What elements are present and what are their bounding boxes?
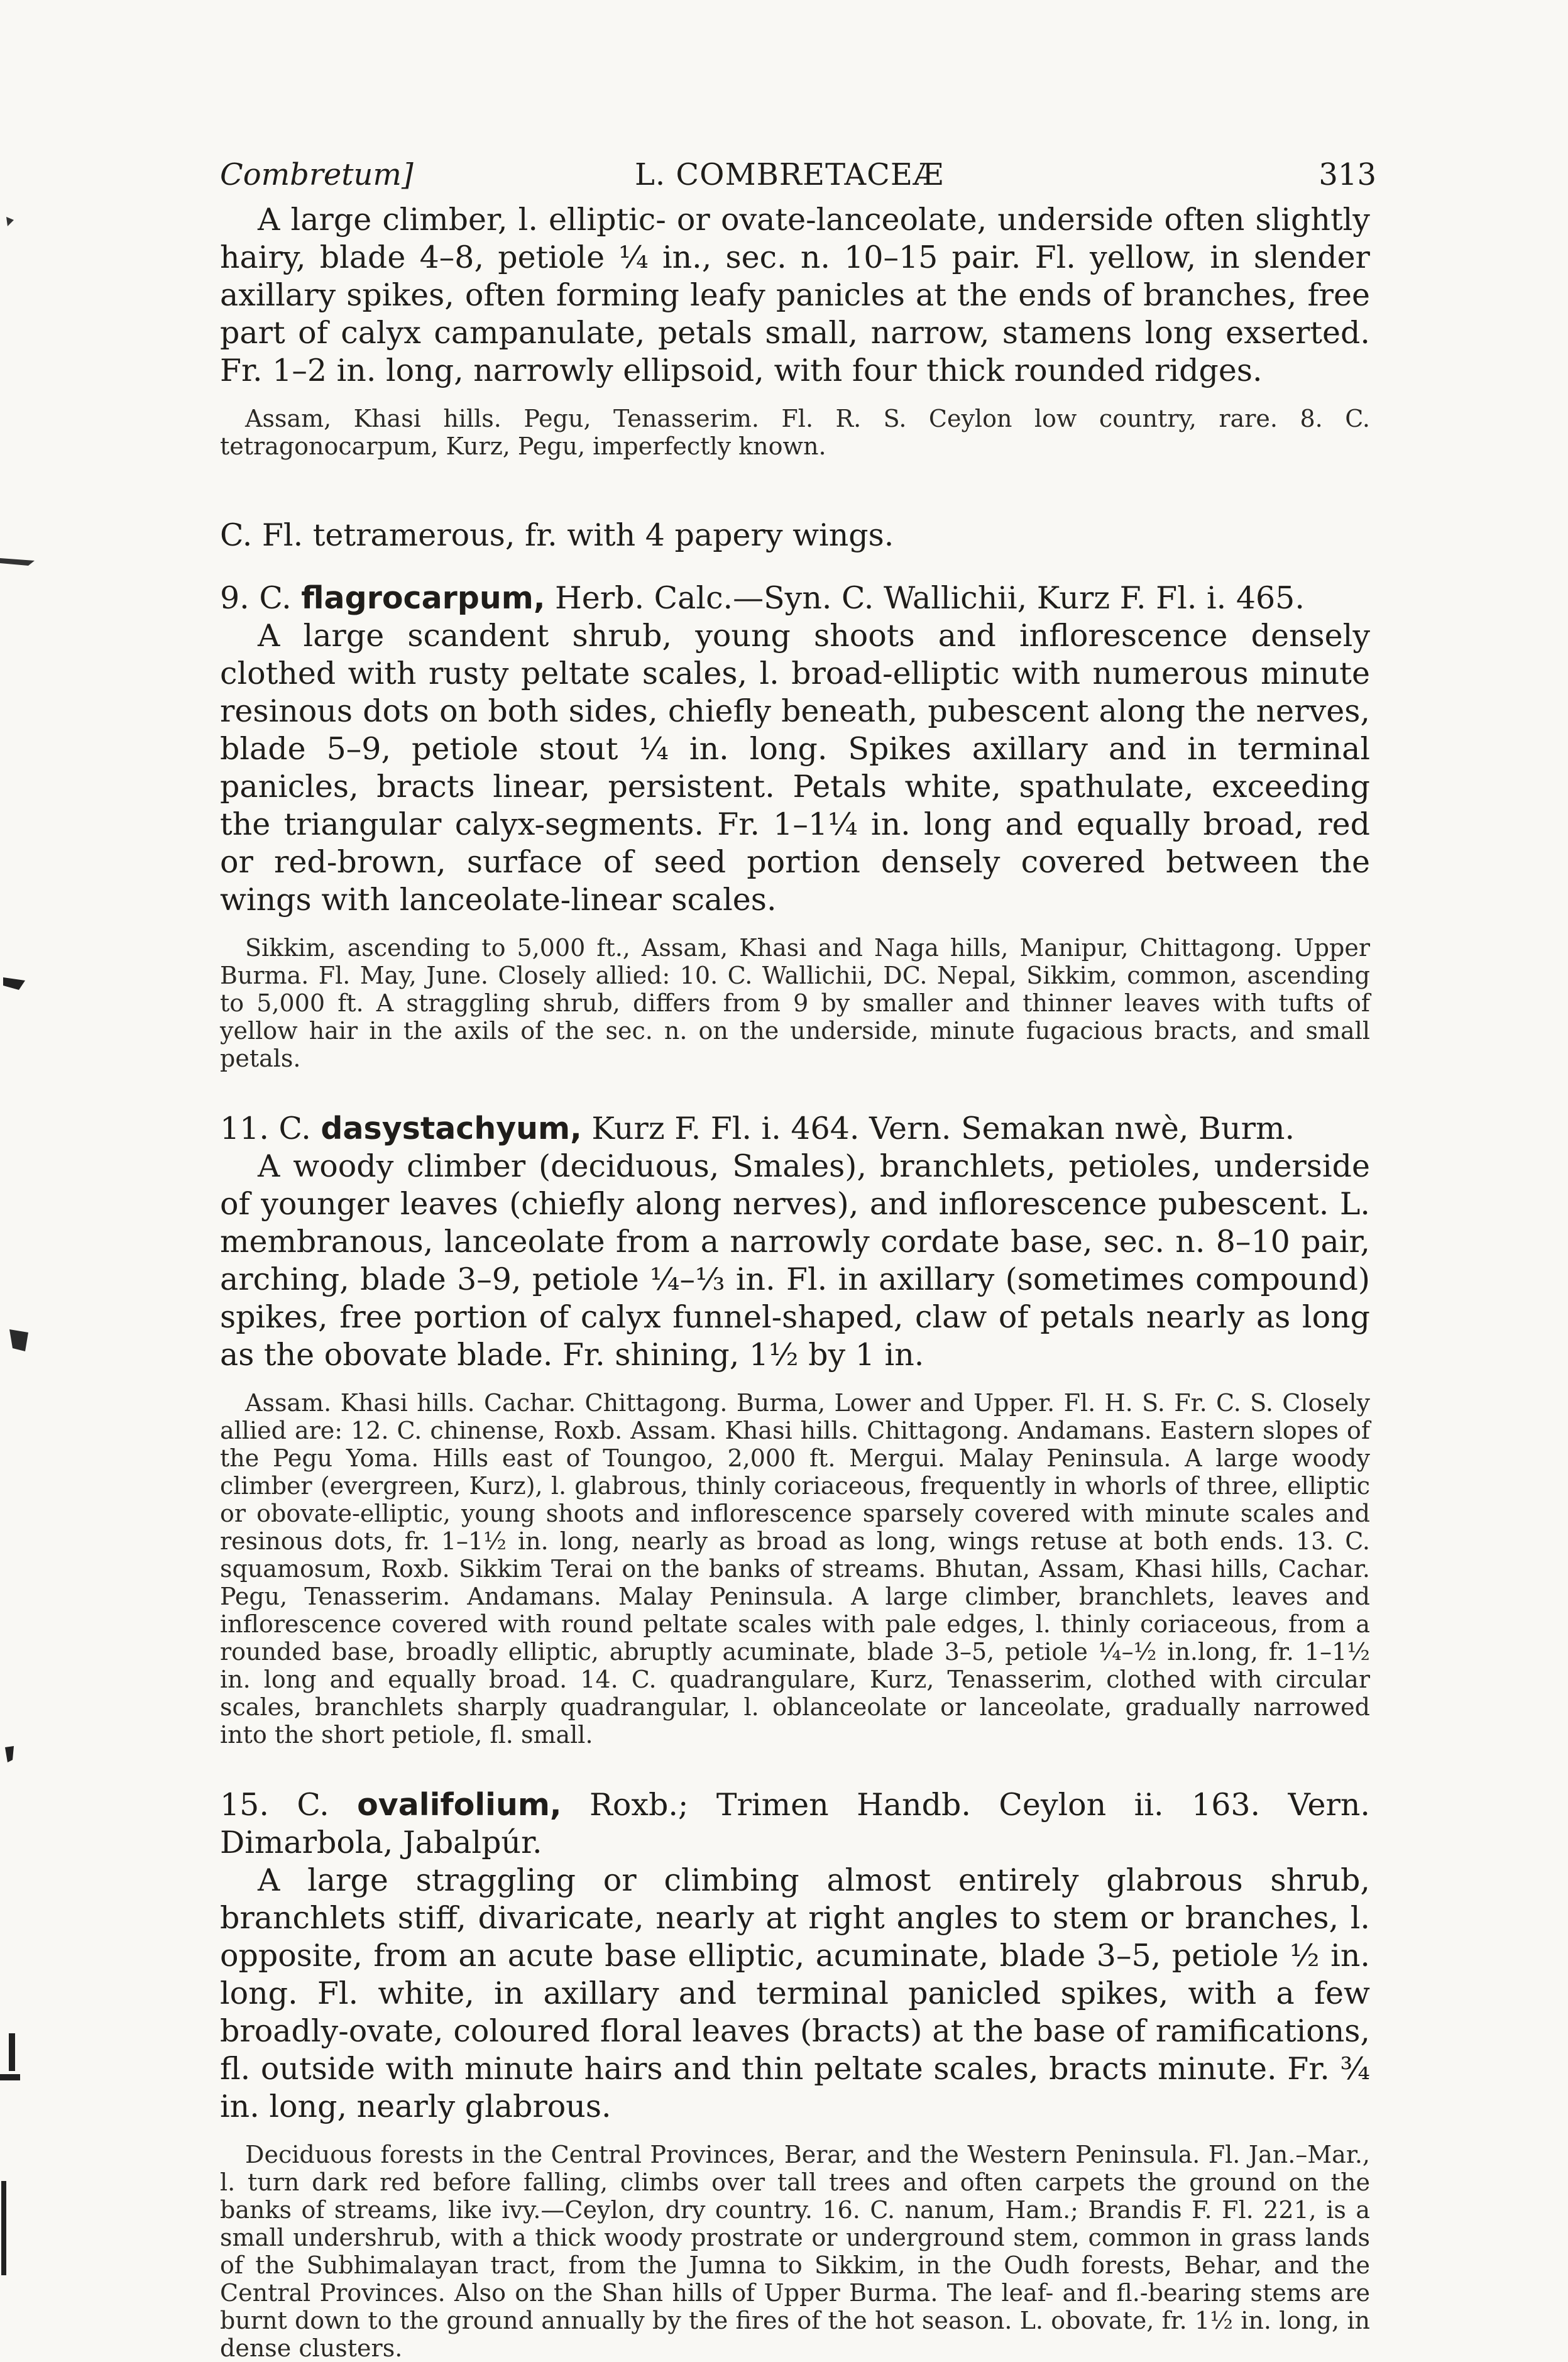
species-heading-11 [220,1110,1370,1148]
species-name: flagrocarpum, [301,580,546,616]
description-paragraph: A large scandent shrub, young shoots and inflorescence densely clothed with rusty peltate scales, l. broad-elliptic with numerous minute resinous dots on both sides, chiefly beneath, pubescent along the nerves, blade 5–9, petiole stout ¼ in. long. Spikes axillary and in terminal panicles, bracts linear, persistent. Petals white, spathulate, exceeding the triangular calyx-segments. Fr. 1–1¼ in. long and equally broad, red or red-brown, surface of seed portion densely covered between the wings with lanceolate-linear scales. [220,618,1370,918]
page-number: 313 [1319,157,1376,192]
species-number: 9. C. [220,580,292,616]
margin-mark [1,2181,6,2275]
section-heading: C. Fl. tetramerous, fr. with 4 papery wings. [220,517,894,553]
header-genus: Combretum] [220,157,414,192]
description-paragraph: A large straggling or climbing almost entirely glabrous shrub, branchlets stiff, divaricate, nearly at right angles to stem or branches, l. opposite, from an acute base elliptic, acuminate, blade 3–5, petiole ½ in. long. Fl. white, in axillary and terminal panicled spikes, with a few broadly-ovate, coloured floral leaves (bracts) at the base of ramifications, fl. outside with minute hairs and thin peltate scales, bracts minute. Fr. ¾ in. long, nearly glabrous. [220,1862,1370,2124]
margin-mark [5,1746,14,1762]
species-name: ovalifolium, [357,1787,562,1823]
distribution-note: Assam, Khasi hills. Pegu, Tenasserim. Fl. R. S. Ceylon low country, rare. 8. C. tetragonocarpum, Kurz, Pegu, imperfectly known. [220,405,1370,460]
species-number: 11. C. [220,1111,311,1146]
species-name: dasystachyum, [321,1111,582,1146]
margin-mark [3,977,25,990]
species-citation: Roxb.; Trimen Handb. Ceylon ii. 163. Vern. Dimarbola, Jabalpúr. [220,1787,1370,1860]
distribution-note: Sikkim, ascending to 5,000 ft., Assam, Khasi and Naga hills, Manipur, Chittagong. Upper Burma. Fl. May, June. Closely allied: 10. C. Wallichii, DC. Nepal, Sikkim, common, ascending to 5,000 ft. A straggling shrub, differs from 9 by smaller and thinner leaves with tufts of yellow hair in the axils of the sec. n. on the underside, minute fugacious bracts, and small petals. [220,934,1370,1072]
description-paragraph: A large climber, l. elliptic- or ovate-lanceolate, underside often slightly hairy, blade 4–8, petiole ¼ in., sec. n. 10–15 pair. Fl. yellow, in slender axillary spikes, often forming leafy panicles at the ends of branches, free part of calyx campanulate, petals small, narrow, stamens long exserted. Fr. 1–2 in. long, narrowly ellipsoid, with four thick rounded ridges. [220,202,1370,388]
margin-mark [9,1329,28,1351]
description-paragraph: A woody climber (deciduous, Smales), branchlets, petioles, underside of younger leaves (chiefly along nerves), and inflorescence pubescent. L. membranous, lanceolate from a narrowly cordate base, sec. n. 8–10 pair, arching, blade 3–9, petiole ¼–⅓ in. Fl. in axillary (sometimes compound) spikes, free portion of calyx funnel-shaped, claw of petals nearly as long as the obovate blade. Fr. shining, 1½ by 1 in. [220,1148,1370,1373]
distribution-note: Assam. Khasi hills. Cachar. Chittagong. Burma, Lower and Upper. Fl. H. S. Fr. C. S. Closely allied are: 12. C. chinense, Roxb. Assam. Khasi hills. Chittagong. Andamans. Eastern slopes of the Pegu Yoma. Hills east of Toungoo, 2,000 ft. Mergui. Malay Peninsula. A large woody climber (evergreen, Kurz), l. glabrous, thinly coriaceous, frequently in whorls of three, elliptic or obovate-elliptic, young shoots and inflorescence sparsely covered with minute scales and resinous dots, fr. 1–1½ in. long, nearly as broad as long, wings retuse at both ends. 13. C. squamosum, Roxb. Sikkim Terai on the banks of streams. Bhutan, Assam, Khasi hills, Cachar. Pegu, Tenasserim. Andamans. Malay Peninsula. A large climber, branchlets, leaves and inflorescence covered with round peltate scales with pale edges, l. thinly coriaceous, from a rounded base, broadly elliptic, abruptly acuminate, blade 3–5, petiole ¼–½ in.long, fr. 1–1½ in. long and equally broad. 14. C. quadrangulare, Kurz, Tenasserim, clothed with circular scales, branchlets sharply quadrangular, l. oblanceolate or lanceolate, gradually narrowed into the short petiole, fl. small. [220,1389,1370,1749]
species-citation: Kurz F. Fl. i. 464. Vern. Semakan nwè, Burm. [591,1111,1295,1146]
margin-mark [0,2074,20,2080]
species-heading-9 [220,580,1370,617]
running-header [220,157,1376,201]
header-family: L. COMBRETACEÆ [635,157,944,192]
margin-mark [6,217,14,226]
page [220,157,1376,2362]
margin-mark [0,558,35,566]
species-heading-15 [220,1786,1370,1862]
distribution-note: Deciduous forests in the Central Provinces, Berar, and the Western Peninsula. Fl. Jan.–Mar., l. turn dark red before falling, climbs over tall trees and often carpets the ground on the banks of streams, like ivy.—Ceylon, dry country. 16. C. nanum, Ham.; Brandis F. Fl. 221, is a small undershrub, with a thick woody prostrate or underground stem, common in grass lands of the Subhimalayan tract, from the Jumna to Sikkim, in the Oudh forests, Behar, and the Central Provinces. Also on the Shan hills of Upper Burma. The leaf- and fl.-bearing stems are burnt down to the ground annually by the fires of the hot season. L. obovate, fr. 1½ in. long, in dense clusters. [220,2141,1370,2362]
margin-mark [9,2033,15,2071]
species-number: 15. C. [220,1787,329,1823]
species-citation: Herb. Calc.—Syn. C. Wallichii, Kurz F. Fl. i. 465. [555,580,1305,616]
